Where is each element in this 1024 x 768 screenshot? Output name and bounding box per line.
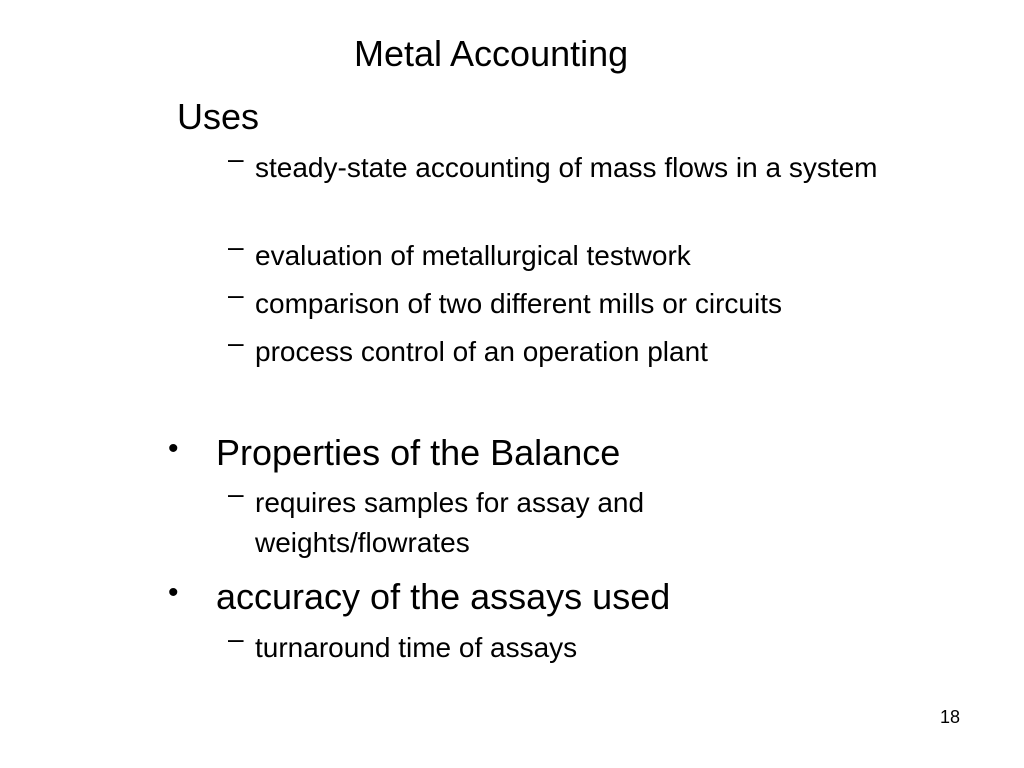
uses-item-text: steady-state accounting of mass flows in a system — [255, 152, 878, 183]
page-number: 18 — [940, 707, 961, 727]
uses-item — [228, 327, 918, 372]
uses-item-text: comparison of two different mills or circuits — [255, 288, 782, 319]
bullet-icon: • — [168, 576, 179, 609]
dash-bullet-icon: – — [228, 231, 244, 262]
properties-item-text: requires samples for assay and weights/flowrates — [255, 487, 645, 558]
properties-item — [228, 478, 918, 563]
uses-item-text: evaluation of metallurgical testwork — [255, 240, 691, 271]
accuracy-item-text: turnaround time of assays — [255, 632, 578, 663]
accuracy-heading: accuracy of the assays used — [216, 576, 671, 617]
uses-heading: Uses — [177, 96, 260, 137]
uses-item — [228, 143, 918, 188]
slide-title: Metal Accounting — [354, 33, 629, 74]
properties-heading: Properties of the Balance — [216, 432, 621, 473]
dash-bullet-icon: – — [228, 478, 244, 509]
dash-bullet-icon: – — [228, 327, 244, 358]
accuracy-item — [228, 623, 918, 668]
uses-item — [228, 231, 918, 276]
dash-bullet-icon: – — [228, 279, 244, 310]
dash-bullet-icon: – — [228, 143, 244, 174]
uses-item-text: process control of an operation plant — [255, 336, 708, 367]
dash-bullet-icon: – — [228, 623, 244, 654]
bullet-icon: • — [168, 432, 179, 465]
uses-item — [228, 279, 918, 324]
